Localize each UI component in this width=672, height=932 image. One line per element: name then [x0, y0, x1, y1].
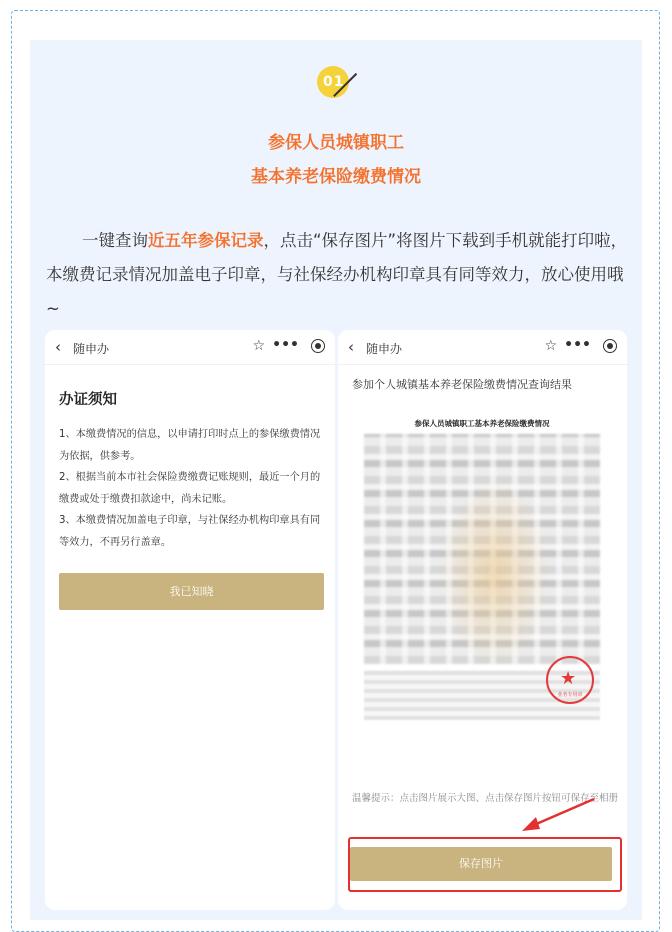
more-dots-icon[interactable]: ••• — [272, 337, 299, 353]
red-arrow-icon — [518, 795, 598, 835]
chevron-left-icon[interactable]: ‹ — [55, 338, 61, 356]
acknowledge-button[interactable]: 我已知晓 — [59, 573, 324, 610]
nav-bar — [338, 330, 627, 365]
notice-list — [59, 424, 325, 553]
chevron-left-icon[interactable]: ‹ — [348, 338, 354, 356]
intro-before: 一键查询 — [82, 231, 148, 250]
query-result-title: 参加个人城镇基本养老保险缴费情况查询结果 — [352, 378, 572, 391]
phone-screenshot-notice — [45, 330, 335, 910]
notice-item: 3、本缴费情况加盖电子印章，与社保经办机构印章具有同等效力，不再另行盖章。 — [59, 515, 321, 548]
tip-text: 温馨提示：点击图片展示大图、点击保存图片按钮可保存至相册 — [352, 793, 619, 804]
seal-text: 业务专用章 — [557, 692, 583, 698]
nav-title: 随申办 — [366, 342, 403, 356]
notice-item: 2、根据当前本市社会保险费缴费记账规则，最近一个月的缴费或处于缴费扣款途中，尚未记账。 — [59, 472, 321, 505]
section-title-line1: 参保人员城镇职工 — [268, 133, 404, 153]
section-number: 01 — [323, 74, 345, 90]
save-image-button[interactable]: 保存图片 — [350, 847, 612, 881]
intro-after: ，点击“保存图片”将图片下载到手机就能打印啦，本缴费记录情况加盖电子印章，与社保经办机构印章具有同等效力，放心使用哦~ — [46, 231, 628, 318]
official-seal — [546, 656, 594, 704]
star-icon[interactable]: ☆ — [252, 338, 265, 354]
notice-item: 1、本缴费情况的信息，以申请打印时点上的参保缴费情况为依据，供参考。 — [59, 429, 321, 462]
doc-title: 参保人员城镇职工基本养老保险缴费情况 — [414, 419, 550, 428]
seal-star-icon: ★ — [560, 668, 577, 689]
intro-paragraph — [46, 224, 632, 326]
star-icon[interactable]: ☆ — [544, 338, 557, 354]
intro-highlight: 近五年参保记录 — [148, 231, 264, 250]
section-title-line2: 基本养老保险缴费情况 — [251, 167, 421, 187]
section-number-badge — [317, 66, 357, 106]
notice-title: 办证须知 — [59, 392, 117, 408]
nav-title: 随申办 — [73, 342, 110, 356]
more-dots-icon[interactable]: ••• — [564, 337, 591, 353]
nav-bar — [45, 330, 335, 365]
record-icon[interactable] — [603, 339, 617, 353]
payment-record-image[interactable] — [360, 418, 604, 748]
watermark-glow — [440, 478, 550, 668]
record-icon[interactable] — [311, 339, 325, 353]
